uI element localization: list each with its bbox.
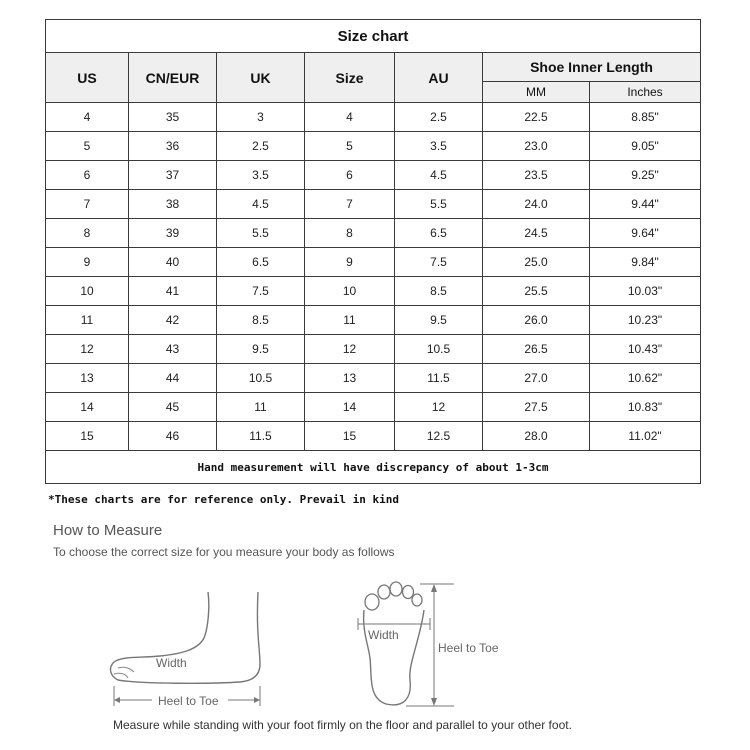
cell-uk: 6.5 [217,248,305,277]
cell-cn-eur: 41 [129,277,217,306]
cell-uk: 5.5 [217,219,305,248]
size-chart-table [45,19,701,484]
cell-mm: 27.0 [483,364,590,393]
cell-au: 12.5 [395,422,483,451]
side-width-label: Width [156,656,187,670]
cell-size: 10 [305,277,395,306]
cell-mm: 26.0 [483,306,590,335]
cell-inches: 9.84" [590,248,701,277]
cell-cn-eur: 37 [129,161,217,190]
cell-inches: 10.83" [590,393,701,422]
cell-mm: 24.0 [483,190,590,219]
measure-instruction: Measure while standing with your foot firmly on the floor and parallel to your other foot. [113,718,572,732]
cell-uk: 11.5 [217,422,305,451]
cell-au: 5.5 [395,190,483,219]
cell-inches: 8.85" [590,103,701,132]
cell-mm: 25.0 [483,248,590,277]
cell-us: 5 [46,132,129,161]
top-heel-to-toe-label: Heel to Toe [438,641,499,655]
cell-inches: 11.02" [590,422,701,451]
cell-us: 14 [46,393,129,422]
cell-uk: 2.5 [217,132,305,161]
table-row [46,364,701,393]
cell-us: 7 [46,190,129,219]
cell-size: 14 [305,393,395,422]
header-uk: UK [217,53,305,103]
cell-uk: 11 [217,393,305,422]
table-row [46,335,701,364]
cell-us: 9 [46,248,129,277]
cell-mm: 23.0 [483,132,590,161]
cell-size: 9 [305,248,395,277]
cell-us: 8 [46,219,129,248]
cell-au: 2.5 [395,103,483,132]
cell-us: 10 [46,277,129,306]
how-to-measure-subtitle: To choose the correct size for you measure your body as follows [53,545,395,559]
cell-mm: 23.5 [483,161,590,190]
table-footer-note: Hand measurement will have discrepancy of about 1-3cm [46,451,701,484]
header-cn-eur: CN/EUR [129,53,217,103]
reference-note: *These charts are for reference only. Prevail in kind [48,493,399,506]
table-row [46,306,701,335]
cell-cn-eur: 40 [129,248,217,277]
header-us: US [46,53,129,103]
cell-us: 15 [46,422,129,451]
cell-au: 12 [395,393,483,422]
cell-size: 11 [305,306,395,335]
cell-au: 3.5 [395,132,483,161]
cell-cn-eur: 39 [129,219,217,248]
cell-inches: 9.64" [590,219,701,248]
table-row [46,422,701,451]
cell-mm: 25.5 [483,277,590,306]
cell-inches: 10.62" [590,364,701,393]
cell-au: 10.5 [395,335,483,364]
table-row [46,161,701,190]
cell-cn-eur: 46 [129,422,217,451]
cell-au: 7.5 [395,248,483,277]
cell-uk: 7.5 [217,277,305,306]
cell-mm: 27.5 [483,393,590,422]
cell-inches: 10.03" [590,277,701,306]
cell-cn-eur: 43 [129,335,217,364]
table-title: Size chart [46,20,701,53]
top-width-label: Width [368,628,399,642]
cell-au: 11.5 [395,364,483,393]
table-row [46,132,701,161]
cell-cn-eur: 36 [129,132,217,161]
header-shoe-inner-length: Shoe Inner Length [483,53,701,82]
cell-cn-eur: 45 [129,393,217,422]
cell-cn-eur: 38 [129,190,217,219]
table-row [46,103,701,132]
cell-au: 6.5 [395,219,483,248]
cell-mm: 26.5 [483,335,590,364]
cell-mm: 28.0 [483,422,590,451]
cell-inches: 9.44" [590,190,701,219]
cell-us: 4 [46,103,129,132]
cell-size: 7 [305,190,395,219]
cell-inches: 10.23" [590,306,701,335]
header-au: AU [395,53,483,103]
cell-size: 8 [305,219,395,248]
table-row [46,190,701,219]
cell-au: 4.5 [395,161,483,190]
cell-size: 6 [305,161,395,190]
cell-au: 8.5 [395,277,483,306]
table-body [46,103,701,451]
header-inches: Inches [590,82,701,103]
cell-au: 9.5 [395,306,483,335]
cell-uk: 4.5 [217,190,305,219]
table-row [46,219,701,248]
cell-size: 15 [305,422,395,451]
header-size: Size [305,53,395,103]
cell-cn-eur: 35 [129,103,217,132]
cell-uk: 9.5 [217,335,305,364]
cell-size: 13 [305,364,395,393]
table-row [46,248,701,277]
cell-size: 4 [305,103,395,132]
cell-us: 11 [46,306,129,335]
cell-size: 12 [305,335,395,364]
cell-inches: 9.25" [590,161,701,190]
cell-size: 5 [305,132,395,161]
cell-uk: 10.5 [217,364,305,393]
header-mm: MM [483,82,590,103]
cell-uk: 8.5 [217,306,305,335]
cell-mm: 24.5 [483,219,590,248]
cell-us: 6 [46,161,129,190]
cell-us: 13 [46,364,129,393]
cell-uk: 3.5 [217,161,305,190]
cell-us: 12 [46,335,129,364]
table-row [46,393,701,422]
cell-inches: 9.05" [590,132,701,161]
table-row [46,277,701,306]
cell-inches: 10.43" [590,335,701,364]
cell-cn-eur: 44 [129,364,217,393]
cell-cn-eur: 42 [129,306,217,335]
cell-uk: 3 [217,103,305,132]
cell-mm: 22.5 [483,103,590,132]
how-to-measure-title: How to Measure [53,522,163,539]
side-heel-to-toe-label: Heel to Toe [158,694,219,708]
